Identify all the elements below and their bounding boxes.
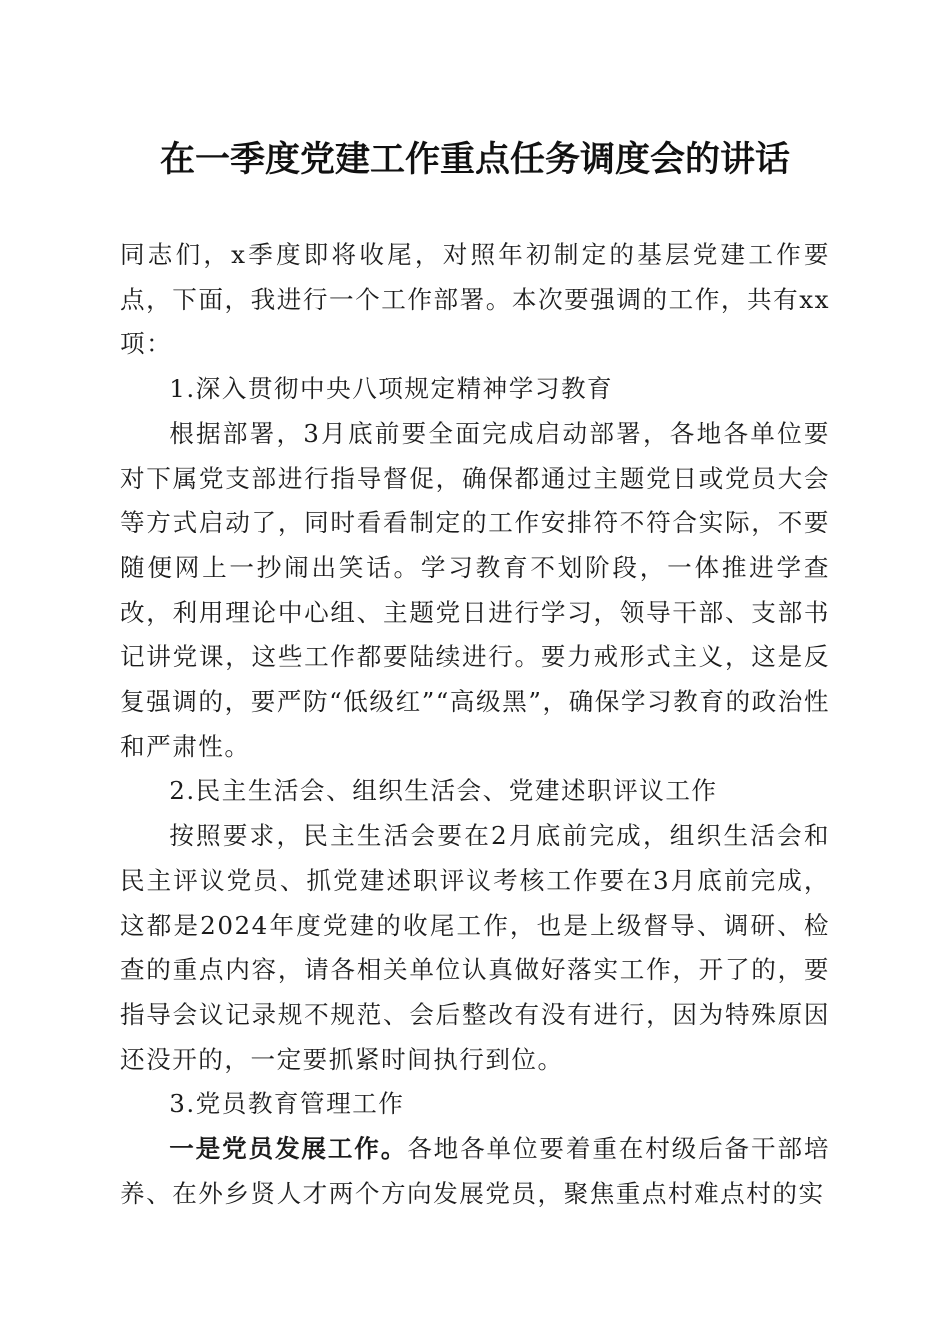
section-text-3: 各地各单位要着重在村级后备干部培养、在外乡贤人才两个方向发展党员，聚焦重点村难点村的实 <box>120 1134 830 1208</box>
document-title: 在一季度党建工作重点任务调度会的讲话 <box>159 139 790 180</box>
section-paragraph-2: 按照要求，民主生活会要在2月底前完成，组织生活会和民主评议党员、抓党建述职评议考核工作要在3月底前完成，这都是2024年度党建的收尾工作，也是上级督导、调研、检查的重点内容，请各相关单位认真做好落实工作，开了的，要指导会议记录规不规范、会后整改有没有进行，因为特殊原因还没开的，一定要抓紧时间执行到位。 <box>120 821 830 1074</box>
section-paragraph-3 <box>120 1127 830 1216</box>
section-lead-3: 一是党员发展工作。 <box>169 1134 408 1164</box>
section-heading-1: 1.深入贯彻中央八项规定精神学习教育 <box>169 374 614 404</box>
section-heading-3: 3.党员教育管理工作 <box>169 1089 405 1119</box>
section-paragraph-1: 根据部署，3月底前要全面完成启动部署，各地各单位要对下属党支部进行指导督促，确保都通过主题党日或党员大会等方式启动了，同时看看制定的工作安排符不符合实际，不要随便网上一抄闹出笑话。学习教育不划阶段，一体推进学查改，利用理论中心组、主题党日进行学习，领导干部、支部书记讲党课，这些工作都要陆续进行。要力戒形式主义，这是反复强调的，要严防“低级红”“高级黑”，确保学习教育的政治性和严肃性。 <box>120 418 830 761</box>
intro-paragraph: 同志们，x季度即将收尾，对照年初制定的基层党建工作要点，下面，我进行一个工作部署。本次要强调的工作，共有xx项： <box>120 240 830 359</box>
section-heading-2: 2.民主生活会、组织生活会、党建述职评议工作 <box>169 776 718 806</box>
document-body <box>120 233 830 1216</box>
